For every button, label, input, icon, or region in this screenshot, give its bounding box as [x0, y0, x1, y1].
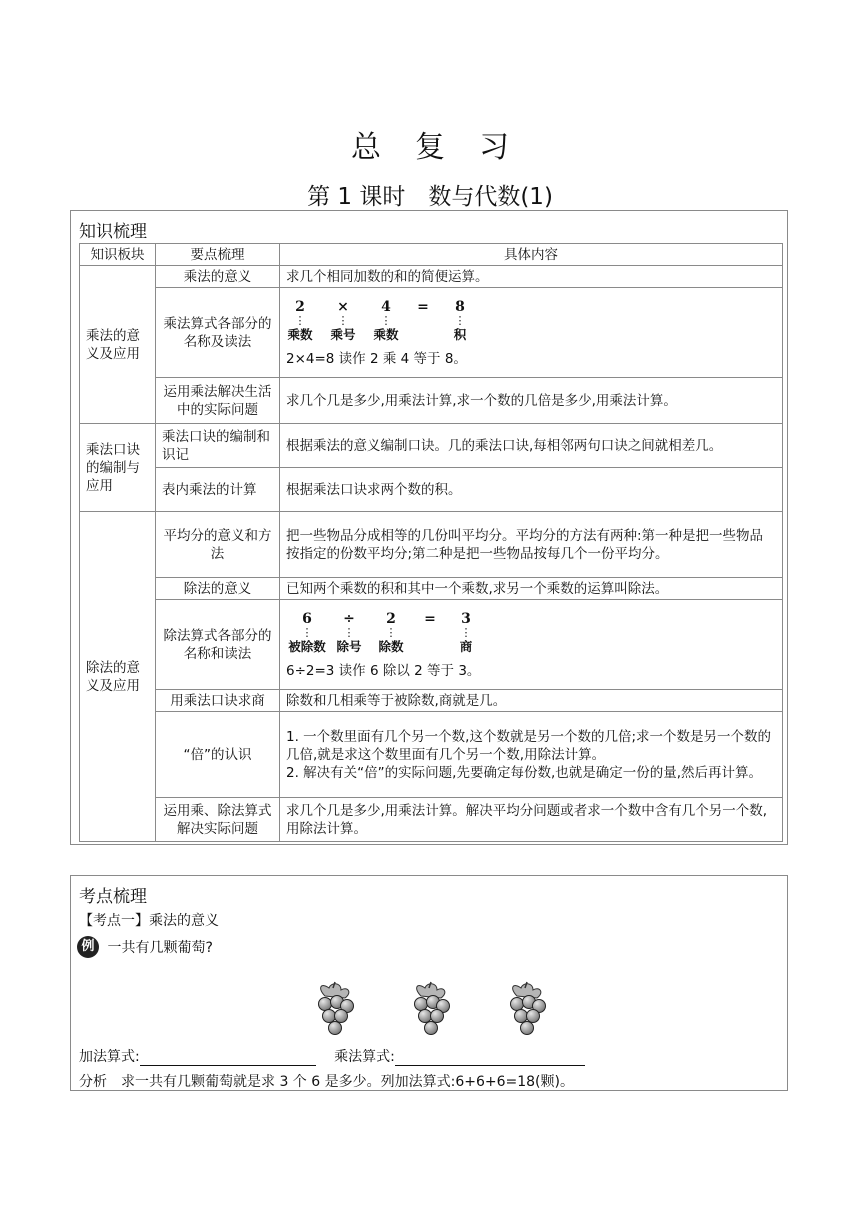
group-multiplication: 乘法的意义及应用	[80, 266, 156, 424]
table-row	[80, 424, 783, 468]
table-row	[80, 578, 783, 600]
formula-reading: 6÷2=3 读作 6 除以 2 等于 3。	[286, 662, 481, 679]
point-cell: 运用乘、除法算式解决实际问题	[156, 798, 280, 842]
point-cell: 运用乘法解决生活中的实际问题	[156, 378, 280, 424]
part-name: 积	[453, 326, 467, 342]
dots-row: ⋮ ⋮ ⋮ ⋮	[301, 625, 472, 639]
formula-part: 4	[381, 298, 391, 315]
col-header-block: 知识板块	[80, 244, 156, 266]
formula-cell	[280, 600, 783, 690]
part-name: 乘号	[330, 326, 356, 342]
col-header-content: 具体内容	[280, 244, 783, 266]
add-formula-label: 加法算式:	[79, 1049, 140, 1065]
table-row	[80, 712, 783, 798]
analysis-text: 分析 求一共有几颗葡萄就是求 3 个 6 是多少。列加法算式:6+6+6=18(颗)。	[79, 1074, 574, 1090]
table-row	[80, 512, 783, 578]
multiplication-formula	[286, 298, 776, 316]
formula-part: ÷	[343, 610, 355, 627]
dots-row: ⋮ ⋮ ⋮ ⋮	[294, 313, 466, 327]
formula-reading: 2×4=8 读作 2 乘 4 等于 8。	[286, 350, 467, 367]
mul-formula-label: 乘法算式:	[334, 1049, 395, 1065]
table-row	[80, 468, 783, 512]
content-cell: 除数和几相乘等于被除数,商就是几。	[280, 690, 783, 712]
point-cell: 乘法口诀的编制和识记	[156, 424, 280, 468]
content-cell: 求几个几是多少,用乘法计算,求一个数的几倍是多少,用乘法计算。	[280, 378, 783, 424]
point-cell: 除法算式各部分的名称和读法	[156, 600, 280, 690]
part-name: 乘数	[287, 326, 313, 342]
group-division: 除法的意义及应用	[80, 512, 156, 842]
table-row	[80, 600, 783, 690]
content-line: 2. 解决有关“倍”的实际问题,先要确定每份数,也就是确定一份的量,然后再计算。	[286, 764, 763, 781]
grape-bunch-icon	[319, 982, 354, 1035]
division-part-names	[286, 638, 776, 656]
example-line	[77, 936, 213, 958]
content-cell: 根据乘法口诀求两个数的积。	[280, 468, 783, 512]
division-formula	[286, 610, 776, 628]
point-cell: “倍”的认识	[156, 712, 280, 798]
formula-part: 2	[295, 298, 305, 315]
content-cell: 求几个相同加数的和的简便运算。	[280, 266, 783, 288]
part-name: 除数	[378, 638, 404, 654]
grapes-illustration	[307, 976, 557, 1038]
formula-part: 8	[455, 298, 465, 315]
content-cell: 把一些物品分成相等的几份叫平均分。平均分的方法有两种:第一种是把一些物品按指定的份数平均分;第二种是把一些物品按每几个一份平均分。	[280, 512, 783, 578]
table-header-row	[80, 244, 783, 266]
group-multiplication-table: 乘法口诀的编制与应用	[80, 424, 156, 512]
knowledge-box	[70, 210, 788, 845]
kaodian-label: 【考点一】乘法的意义	[79, 913, 219, 929]
point-cell: 乘法的意义	[156, 266, 280, 288]
content-cell: 已知两个乘数的积和其中一个乘数,求另一个乘数的运算叫除法。	[280, 578, 783, 600]
content-cell: 求几个几是多少,用乘法计算。解决平均分问题或者求一个数中含有几个另一个数,用除法计算。	[280, 798, 783, 842]
col-header-point: 要点梳理	[156, 244, 280, 266]
formula-part: 2	[386, 610, 396, 627]
table-row	[80, 288, 783, 378]
formula-part: ×	[337, 298, 349, 315]
formula-part: 3	[461, 610, 471, 627]
lesson-subtitle: 第 1 课时 数与代数(1)	[307, 184, 553, 210]
point-cell: 用乘法口诀求商	[156, 690, 280, 712]
formula-part: =	[424, 610, 436, 627]
table-row	[80, 798, 783, 842]
point-cell: 表内乘法的计算	[156, 468, 280, 512]
mul-formula-blank[interactable]	[395, 1051, 585, 1066]
table-row	[80, 378, 783, 424]
multiplication-part-names	[286, 326, 776, 344]
point-cell: 乘法算式各部分的名称及读法	[156, 288, 280, 378]
part-name: 乘数	[373, 326, 399, 342]
part-name: 除号	[336, 638, 362, 654]
example-badge: 例	[77, 936, 99, 958]
formula-part: 6	[302, 610, 312, 627]
content-line: 1. 一个数里面有几个另一个数,这个数就是另一个数的几倍;求一个数是另一个数的几倍,就是求这个数里面有几个另一个数,用除法计算。	[286, 728, 772, 763]
knowledge-heading: 知识梳理	[79, 222, 147, 242]
add-formula-blank[interactable]	[140, 1051, 316, 1066]
formula-part: =	[417, 298, 429, 315]
part-name	[400, 326, 446, 344]
example-question: 一共有几颗葡萄?	[107, 940, 213, 956]
table-row	[80, 690, 783, 712]
content-cell	[280, 712, 783, 798]
grape-bunch-icon	[511, 982, 546, 1035]
part-name: 商	[459, 638, 473, 654]
table-row	[80, 266, 783, 288]
part-name	[412, 638, 448, 656]
content-cell: 根据乘法的意义编制口诀。几的乘法口诀,每相邻两句口诀之间就相差几。	[280, 424, 783, 468]
part-name: 被除数	[288, 638, 326, 654]
page-title: 总复习	[351, 130, 543, 165]
point-cell: 除法的意义	[156, 578, 280, 600]
point-cell: 平均分的意义和方法	[156, 512, 280, 578]
answer-line	[79, 1046, 585, 1066]
exam-points-heading: 考点梳理	[79, 887, 147, 907]
formula-cell	[280, 288, 783, 378]
knowledge-table	[79, 243, 783, 842]
exam-points-box	[70, 875, 788, 1091]
grape-bunch-icon	[415, 982, 450, 1035]
